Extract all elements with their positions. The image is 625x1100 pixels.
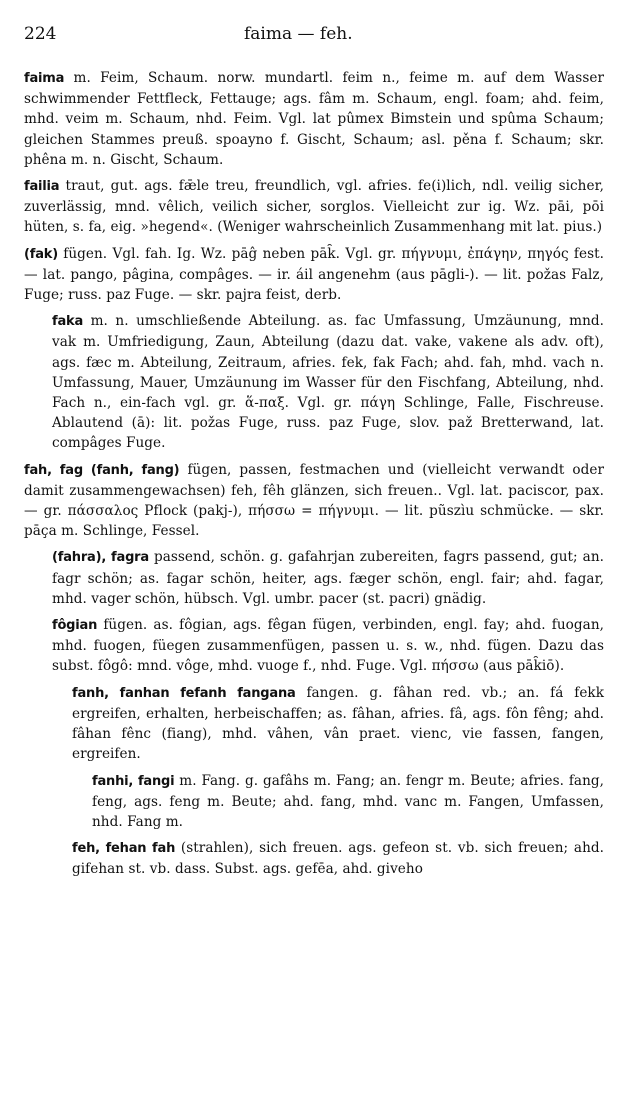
entry-fanh [72,683,604,765]
entry-fak [24,244,604,306]
entry-fahra [52,547,604,609]
lemma: fanh, fanhan fefanh fangana [72,685,296,701]
entry-faima [24,68,604,170]
lemma: failia [24,179,60,195]
lemma: faima [24,71,65,86]
entry-text: fangen. g. fâhan red. vb.; an. fá fekk ergreifen, erhalten, herbeischaffen; as. fâhan, afries. fâ, ags. fôn fêng; ahd. fâhan fênc (fiang), mhd. vâhen, vân praet. vienc, vie fassen, fangen, ergreifen. [72,684,604,763]
running-head [24,24,604,50]
entry-failia [24,176,604,238]
entry-fah [24,460,604,542]
entry-text: fügen, passen, festmachen und (vielleicht verwandt oder damit zusammengewachsen) feh, fêh glänzen, sich freuen.. Vgl. lat. paciscor, pax. — gr. πάσσαλος Pflock (pakj-), πήσσω = πήγνυμι. — lit. pũszìu schmücke. — skr. pāça m. Schlinge, Fessel. [24,461,605,540]
lemma: feh, fehan fah [72,841,176,857]
entry-text: traut, gut. ags. fǣle treu, freundlich, vgl. afries. fe(i)lich, ndl. veilig sicher, zuverlässig, mnd. vêlich, veilich sicher, sorglos. Vielleicht zur ig. Wz. pāi, pōi hüten, s. fa, eig. »hegend«. (Weniger wahrscheinlich Zusammenhang mit lat. pius.) [24,178,604,236]
lemma: (fak) [24,246,58,262]
lemma: faka [52,314,84,330]
entry-text: m. Feim, Schaum. norw. mundartl. feim n., feime m. auf dem Wasser schwimmender Fettfleck, Fettauge; ags. fâm m. Schaum, engl. foam; ahd. feim, mhd. veim m. Schaum, nhd. Feim. Vgl. lat pûmex Bimstein und spûma Schaum; gleichen Stammes preuß. spoayno f. Gischt, Schaum; asl. pěna f. Schaum; skr. phêna m. n. Gischt, Schaum. [24,70,604,168]
entry-text: fügen. Vgl. fah. Ig. Wz. pāĝ neben pāk̑. Vgl. gr. πήγνυμι, ἐπάγην, πηγός fest. — lat. pango, pâgina, compâges. — ir. áil angenehm (aus pāgli-). — lit. požas Falz, Fuge; russ. paz Fuge. — skr. pajra feist, derb. [24,245,604,304]
entry-faka [52,311,604,453]
entry-text: m. Fang. g. gafâhs m. Fang; an. fengr m. Beute; afries. fang, feng, ags. feng m. Beute; ahd. fang, mhd. vanc m. Fangen, Umfassen, nhd. Fang m. [92,772,604,830]
entry-fanhi [92,771,604,833]
entry-text: m. n. umschließende Abteilung. as. fac Umfassung, Umzäunung, mnd. vak m. Umfriedigung, Zaun, Abteilung (dazu dat. vake, vakene als adv. oft), ags. fæc m. Abteilung, Zeitraum, afries. fek, fak Fach; ahd. fah, mhd. vach n. Umfassung, Mauer, Umzäunung im Wasser für den Fischfang, Abteilung, nhd. Fach n., ein-fach vgl. gr. ἅ-παξ. Vgl. gr. πάγη Schlinge, Falle, Fischreuse. Ablautend (ā): lit. požas Fuge, russ. paz Fuge, slov. paž Bretterwand, lat. compâges Fuge. [52,313,604,452]
lemma: (fahra), fagra [52,550,149,566]
entry-fogian [52,615,604,677]
page-number: 224 [24,24,57,44]
entry-text: passend, schön. g. gafahrjan zubereiten, fagrs passend, gut; an. fagr schön; as. fagar schön, heiter, ags. fæger schön, engl. fair; ahd. fagar, mhd. vager schön, hübsch. Vgl. umbr. pacer (st. pacri) gnädig. [52,549,604,607]
entry-text: fügen. as. fôgian, ags. fêgan fügen, verbinden, engl. fay; ahd. fuogan, mhd. fuogen, füegen zusammenfügen, passen u. s. w., nhd. fügen. Dazu das subst. fôgô: mnd. vôge, mhd. vuoge f., nhd. Fuge. Vgl. πήσσω (aus pāk̑iō). [52,617,604,675]
entry-feh [72,838,604,879]
lemma: fôgian [52,618,98,634]
entry-text: (strahlen), sich freuen. ags. gefeon st. vb. sich freuen; ahd. gifehan st. vb. dass. Subst. ags. gefēa, ahd. giveho [72,840,605,878]
dictionary-page [24,24,604,886]
running-title: faima — feh. [244,24,353,44]
lemma: fah, fag (fanh, fang) [24,462,180,478]
entry-list [24,68,604,880]
lemma: fanhi, fangi [92,773,175,789]
